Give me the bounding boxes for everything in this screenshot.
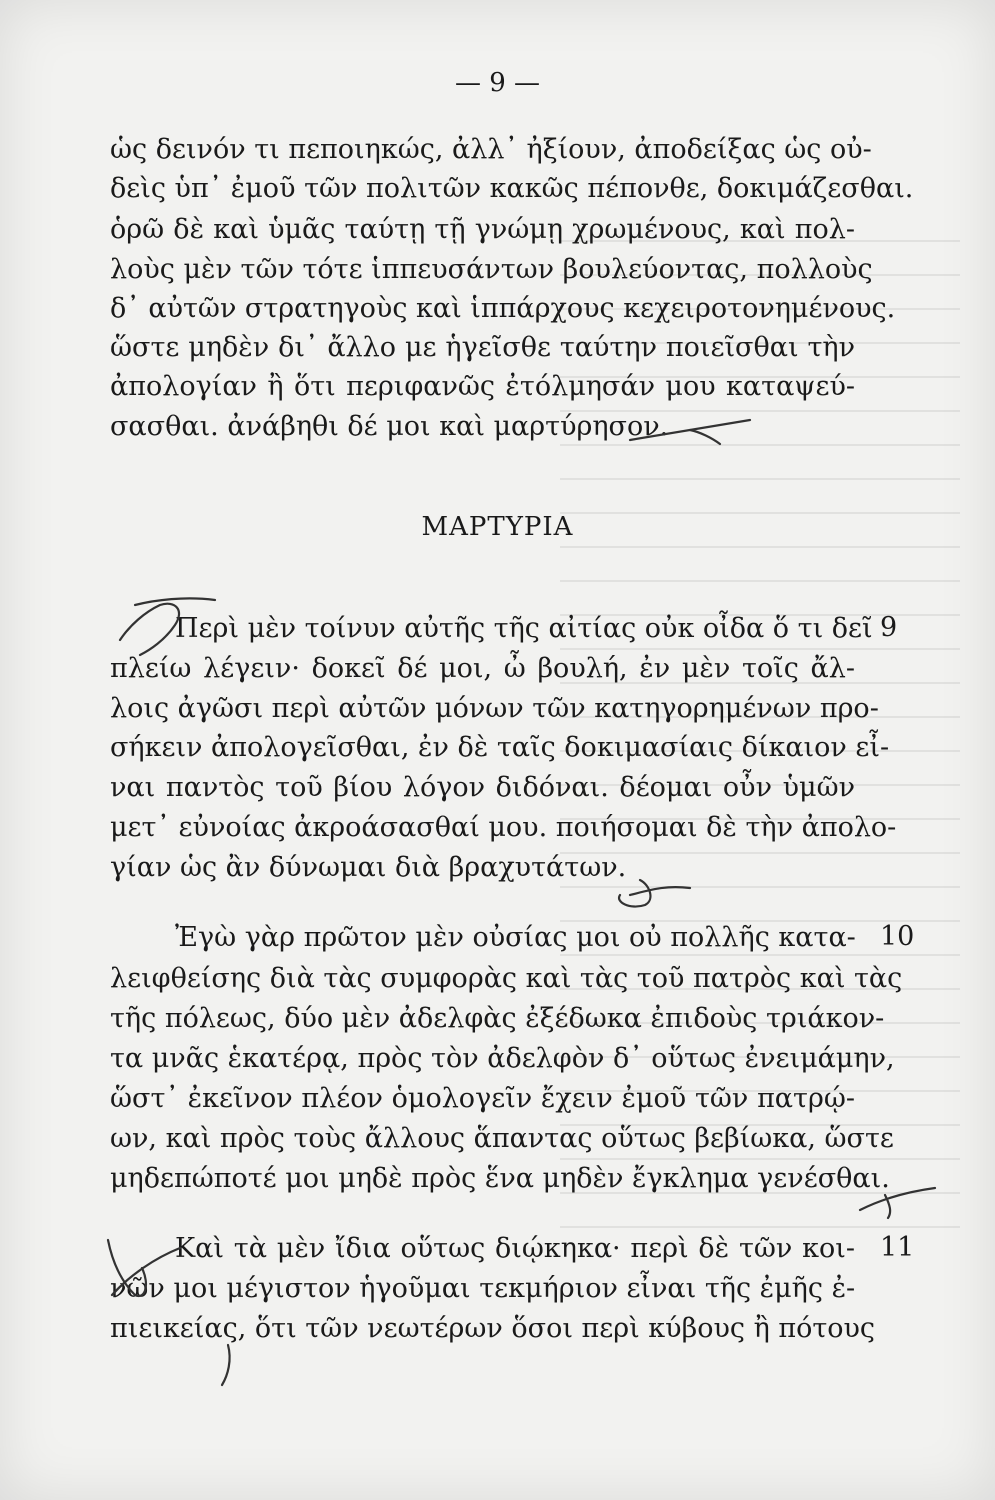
text-line: γίαν ὡς ἂν δύνωμαι διὰ βραχυτάτων. <box>110 852 627 883</box>
text-line: πλείω λέγειν· δοκεῖ δέ μοι, ὦ βουλή, ἐν μὲν τοῖς ἄλ- <box>110 653 855 684</box>
text-line: μηδεπώποτέ μοι μηδὲ πρὸς ἕνα μηδὲν ἔγκλημα γενέσθαι. <box>110 1163 890 1194</box>
text-line: νῶν μοι μέγιστον ἡγοῦμαι τεκμήριον εἶναι τῆς ἐμῆς ἐ- <box>110 1273 856 1304</box>
text-line: σασθαι. ἀνάβηθι δέ μοι καὶ μαρτύρησον. <box>110 411 669 442</box>
text-line: δεὶς ὑπ᾽ ἐμοῦ τῶν πολιτῶν κακῶς πέπονθε, δοκιμάζεσθαι. <box>110 173 914 204</box>
page-number: — 9 — <box>454 68 541 98</box>
text-line: ὥστ᾽ ἐκεῖνον πλέον ὁμολογεῖν ἔχειν ἐμοῦ τῶν πατρῴ- <box>110 1083 855 1114</box>
text-line: τῆς πόλεως, δύο μὲν ἀδελφὰς ἐξέδωκα ἐπιδοὺς τριάκον- <box>110 1003 885 1034</box>
text-line: δ᾽ αὐτῶν στρατηγοὺς καὶ ἱππάρχους κεχειροτονημένους. <box>110 293 896 324</box>
text-line: Καὶ τὰ μὲν ἴδια οὕτως διῴκηκα· περὶ δὲ τῶν κοι- <box>175 1233 855 1264</box>
text-line: πιεικείας, ὅτι τῶν νεωτέρων ὅσοι περὶ κύβους ἢ πότους <box>110 1313 876 1344</box>
pencil-stroke <box>222 1345 230 1385</box>
text-line: ἀπολογίαν ἢ ὅτι περιφανῶς ἐτόλμησάν μου καταψεύ- <box>110 371 855 402</box>
text-line: μετ᾽ εὐνοίας ἀκροάσασθαί μου. ποιήσομαι δὲ τὴν ἀπολο- <box>110 812 897 843</box>
text-line: λειφθείσης διὰ τὰς συμφορὰς καὶ τὰς τοῦ πατρὸς καὶ τὰς <box>110 963 903 994</box>
text-line: Περὶ μὲν τοίνυν αὐτῆς τῆς αἰτίας οὐκ οἶδα ὅ τι δεῖ <box>175 613 873 644</box>
pencil-stroke <box>135 598 215 605</box>
section-number: 10 <box>880 921 915 952</box>
text-line: λοὺς μὲν τῶν τότε ἱππευσάντων βουλεύοντας, πολλοὺς <box>110 254 873 285</box>
text-line: ὡς δεινόν τι πεποιηκώς, ἀλλ᾽ ἠξίουν, ἀποδείξας ὡς οὐ- <box>110 134 872 165</box>
section-number: 11 <box>880 1232 915 1263</box>
text-line: ναι παντὸς τοῦ βίου λόγον διδόναι. δέομαι οὖν ὑμῶν <box>110 772 855 803</box>
text-line: ων, καὶ πρὸς τοὺς ἄλλους ἅπαντας οὕτως βεβίωκα, ὥστε <box>110 1123 894 1154</box>
text-line: ὥστε μηδὲν δι᾽ ἄλλο με ἡγεῖσθε ταύτην ποιεῖσθαι τὴν <box>110 332 855 363</box>
pencil-stroke <box>120 604 179 655</box>
text-line: τα μνᾶς ἑκατέρᾳ, πρὸς τὸν ἀδελφὸν δ᾽ οὕτως ἐνειμάμην, <box>110 1043 895 1074</box>
section-heading: ΜΑΡΤΥΡΙΑ <box>421 512 574 542</box>
text-line: Ἐγὼ γὰρ πρῶτον μὲν οὐσίας μοι οὐ πολλῆς κατα- <box>175 922 856 953</box>
section-number: 9 <box>880 612 898 643</box>
text-line: ὁρῶ δὲ καὶ ὑμᾶς ταύτῃ τῇ γνώμῃ χρωμένους, καὶ πολ- <box>110 214 855 245</box>
text-line: λοις ἀγῶσι περὶ αὐτῶν μόνων τῶν κατηγορημένων προ- <box>110 693 879 724</box>
text-line: σήκειν ἀπολογεῖσθαι, ἐν δὲ ταῖς δοκιμασίαις δίκαιον εἶ- <box>110 732 890 763</box>
